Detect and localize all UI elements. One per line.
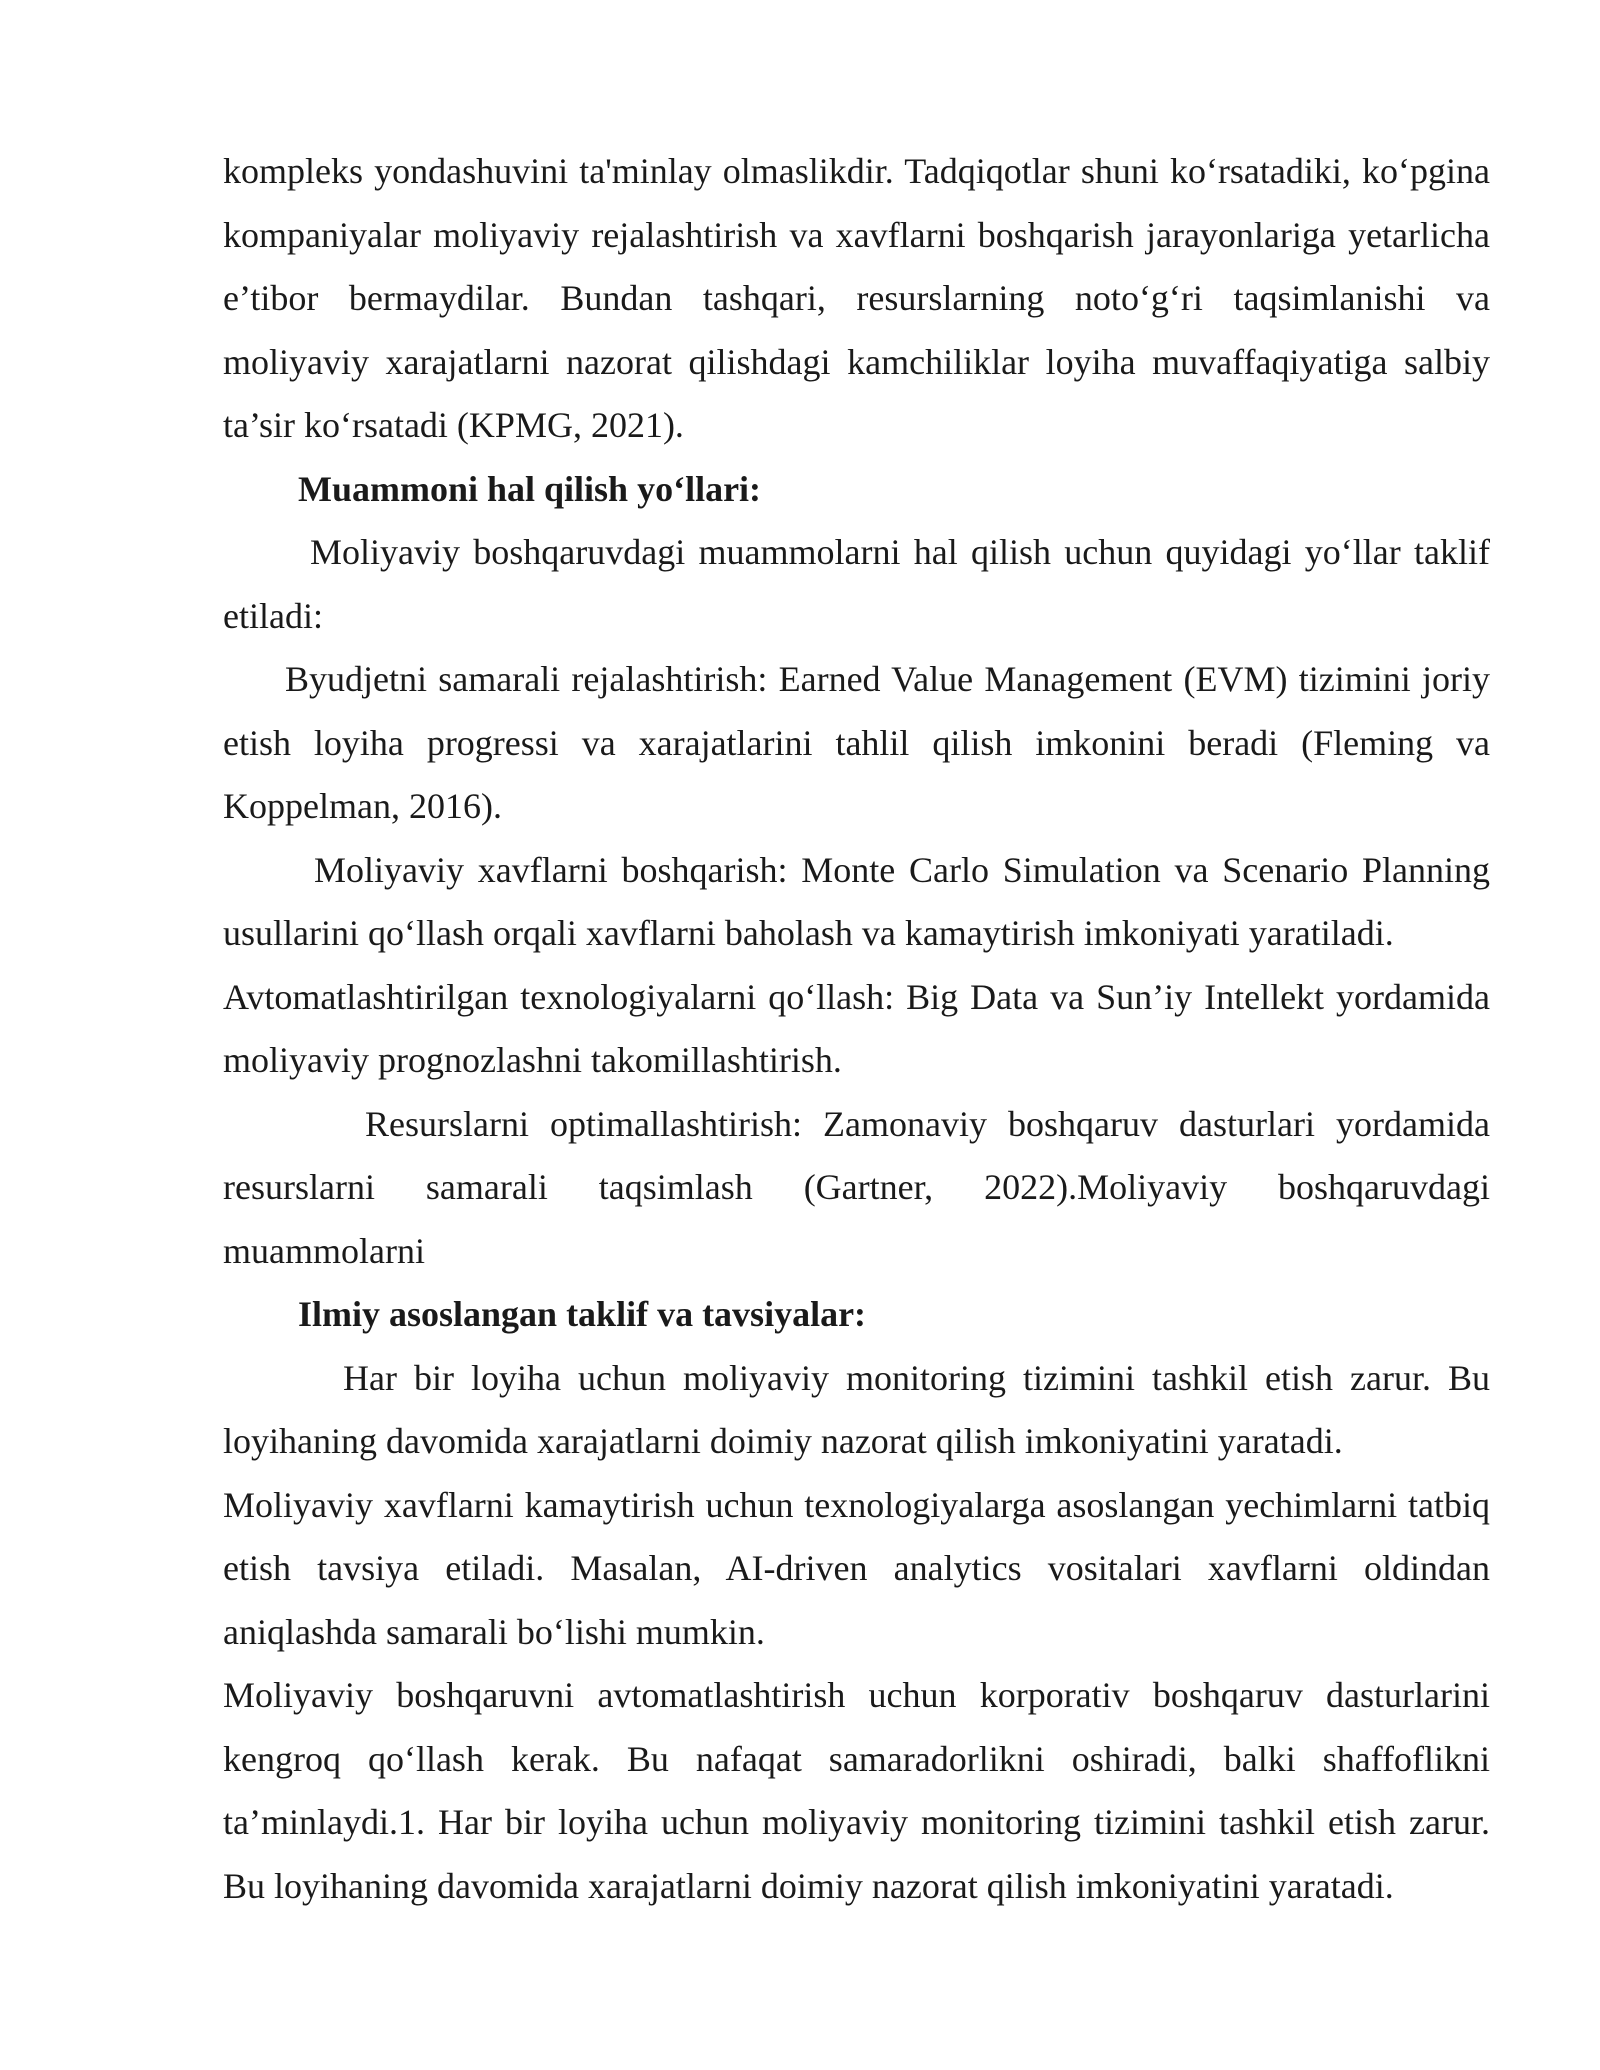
paragraph-budget-planning: Byudjetni samarali rejalashtirish: Earned Value Management (EVM) tizimini joriy etish loyiha progressi va xarajatlarini tahlil qilish imkonini beradi (Fleming va Koppelman, 2016). bbox=[223, 659, 1490, 826]
paragraph-solutions-intro: Moliyaviy boshqaruvdagi muammolarni hal qilish uchun quyidagi yo‘llar taklif etiladi: bbox=[223, 532, 1490, 636]
paragraph-risk-reduction: Moliyaviy xavflarni kamaytirish uchun texnologiyalarga asoslangan yechimlarni tatbiq etish tavsiya etiladi. Masalan, AI-driven analytics vositalari xavflarni oldindan aniqlashda samarali bo‘lishi mumkin. bbox=[223, 1484, 1490, 1652]
heading-recommendations: Ilmiy asoslangan taklif va tavsiyalar: bbox=[298, 1294, 867, 1334]
paragraph-risk-management: Moliyaviy xavflarni boshqarish: Monte Carlo Simulation va Scenario Planning usullarini qo‘llash orqali xavflarni baholash va kamaytirish imkoniyati yaratiladi. bbox=[223, 849, 1490, 953]
heading-solutions: Muammoni hal qilish yo‘llari: bbox=[298, 468, 762, 509]
paragraph-automation-tech: Avtomatlashtirilgan texnologiyalarni qo‘llash: Big Data va Sun’iy Intellekt yordamida moliyaviy prognozlashni takomillashtirish. bbox=[223, 976, 1490, 1080]
paragraph-intro: kompleks yondashuvini ta'minlay olmaslikdir. Tadqiqotlar shuni ko‘rsatadiki, ko‘pgina kompaniyalar moliyaviy rejalashtirish va xavflarni boshqarish jarayonlariga yetarlicha e’tibor bermaydilar. Bundan tashqari, resurslarning noto‘g‘ri taqsimlanishi va moliyaviy xarajatlarni nazorat qilishdagi kamchiliklar loyiha muvaffaqiyatiga salbiy ta’sir ko‘rsatadi (KPMG, 2021). bbox=[223, 151, 1490, 445]
document-body bbox=[223, 140, 1490, 1918]
paragraph-management-automation: Moliyaviy boshqaruvni avtomatlashtirish uchun korporativ boshqaruv dasturlarini kengroq qo‘llash kerak. Bu nafaqat samaradorlikni oshiradi, balki shaffoflikni ta’minlaydi.1. Har bir loyiha uchun moliyaviy monitoring tizimini tashkil etish zarur. Bu loyihaning davomida xarajatlarni doimiy nazorat qilish imkoniyatini yaratadi. bbox=[223, 1675, 1490, 1906]
paragraph-monitoring: Har bir loyiha uchun moliyaviy monitoring tizimini tashkil etish zarur. Bu loyihaning davomida xarajatlarni doimiy nazorat qilish imkoniyatini yaratadi. bbox=[223, 1357, 1490, 1461]
paragraph-resource-optimization: Resurslarni optimallashtirish: Zamonaviy boshqaruv dasturlari yordamida resurslarni samarali taqsimlash (Gartner, 2022).Moliyaviy boshqaruvdagi muammolarni bbox=[223, 1103, 1490, 1271]
